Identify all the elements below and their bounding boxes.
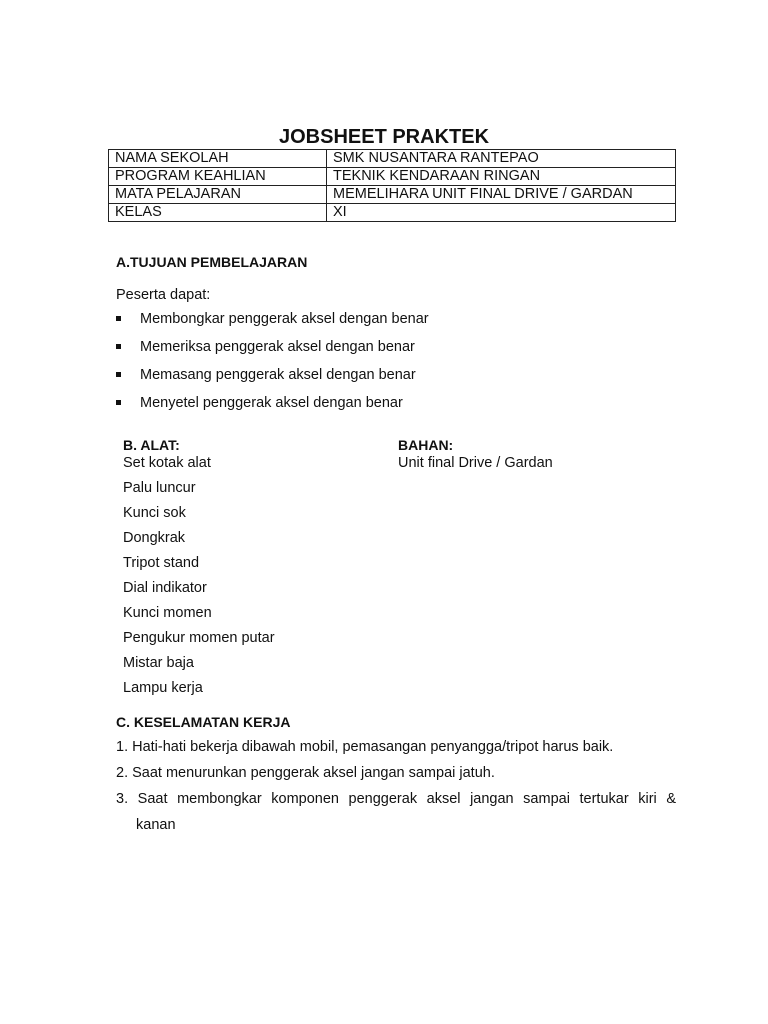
info-table — [108, 149, 676, 222]
bullet-icon — [116, 344, 121, 349]
objectives-list — [116, 310, 429, 422]
list-item: Lampu kerja — [123, 680, 203, 696]
list-item: 1. Hati-hati bekerja dibawah mobil, pemasangan penyangga/tripot harus baik. — [116, 739, 614, 755]
bullet-icon — [116, 316, 121, 321]
info-value: XI — [327, 204, 676, 222]
info-label: PROGRAM KEAHLIAN — [109, 168, 327, 186]
list-item: Dongkrak — [123, 530, 186, 546]
list-item-text: Menyetel penggerak aksel dengan benar — [140, 395, 403, 411]
table-row — [109, 186, 676, 204]
safety-list — [116, 738, 676, 842]
info-value: MEMELIHARA UNIT FINAL DRIVE / GARDAN — [327, 186, 676, 204]
list-item — [116, 310, 429, 338]
list-item — [116, 394, 429, 422]
info-label: KELAS — [109, 204, 327, 222]
info-label: NAMA SEKOLAH — [109, 150, 327, 168]
list-item — [116, 790, 676, 834]
list-item: Mistar baja — [123, 655, 194, 671]
info-value: SMK NUSANTARA RANTEPAO — [327, 150, 676, 168]
list-item: Pengukur momen putar — [123, 630, 275, 646]
bahan-heading: BAHAN: — [398, 437, 454, 453]
list-item: Tripot stand — [123, 555, 200, 571]
list-item — [116, 366, 429, 394]
bullet-icon — [116, 372, 121, 377]
section-a-intro: Peserta dapat: — [116, 287, 211, 303]
table-row — [109, 204, 676, 222]
list-item-continuation: kanan — [136, 817, 176, 833]
list-item: 2. Saat menurunkan penggerak aksel jangan sampai jatuh. — [116, 765, 495, 781]
alat-heading: B. ALAT: — [123, 437, 180, 453]
table-row — [109, 168, 676, 186]
list-item-text: Memasang penggerak aksel dengan benar — [140, 367, 416, 383]
info-value: TEKNIK KENDARAAN RINGAN — [327, 168, 676, 186]
bullet-icon — [116, 400, 121, 405]
list-item: Kunci sok — [123, 505, 186, 521]
list-item — [116, 338, 429, 366]
document-title: JOBSHEET PRAKTEK — [278, 126, 490, 148]
list-item-text: Memeriksa penggerak aksel dengan benar — [140, 339, 415, 355]
section-a-heading: A.TUJUAN PEMBELAJARAN — [116, 254, 308, 270]
list-item: Dial indikator — [123, 580, 207, 596]
list-item: Set kotak alat — [123, 455, 211, 471]
list-item-text: Membongkar penggerak aksel dengan benar — [140, 311, 429, 327]
section-c-heading: C. KESELAMATAN KERJA — [116, 714, 291, 730]
list-item-text: 3. Saat membongkar komponen penggerak aksel jangan sampai tertukar kiri & — [116, 791, 676, 807]
list-item: Kunci momen — [123, 605, 212, 621]
bahan-item: Unit final Drive / Gardan — [398, 455, 553, 471]
info-label: MATA PELAJARAN — [109, 186, 327, 204]
table-row — [109, 150, 676, 168]
alat-list — [123, 454, 275, 704]
list-item: Palu luncur — [123, 480, 196, 496]
